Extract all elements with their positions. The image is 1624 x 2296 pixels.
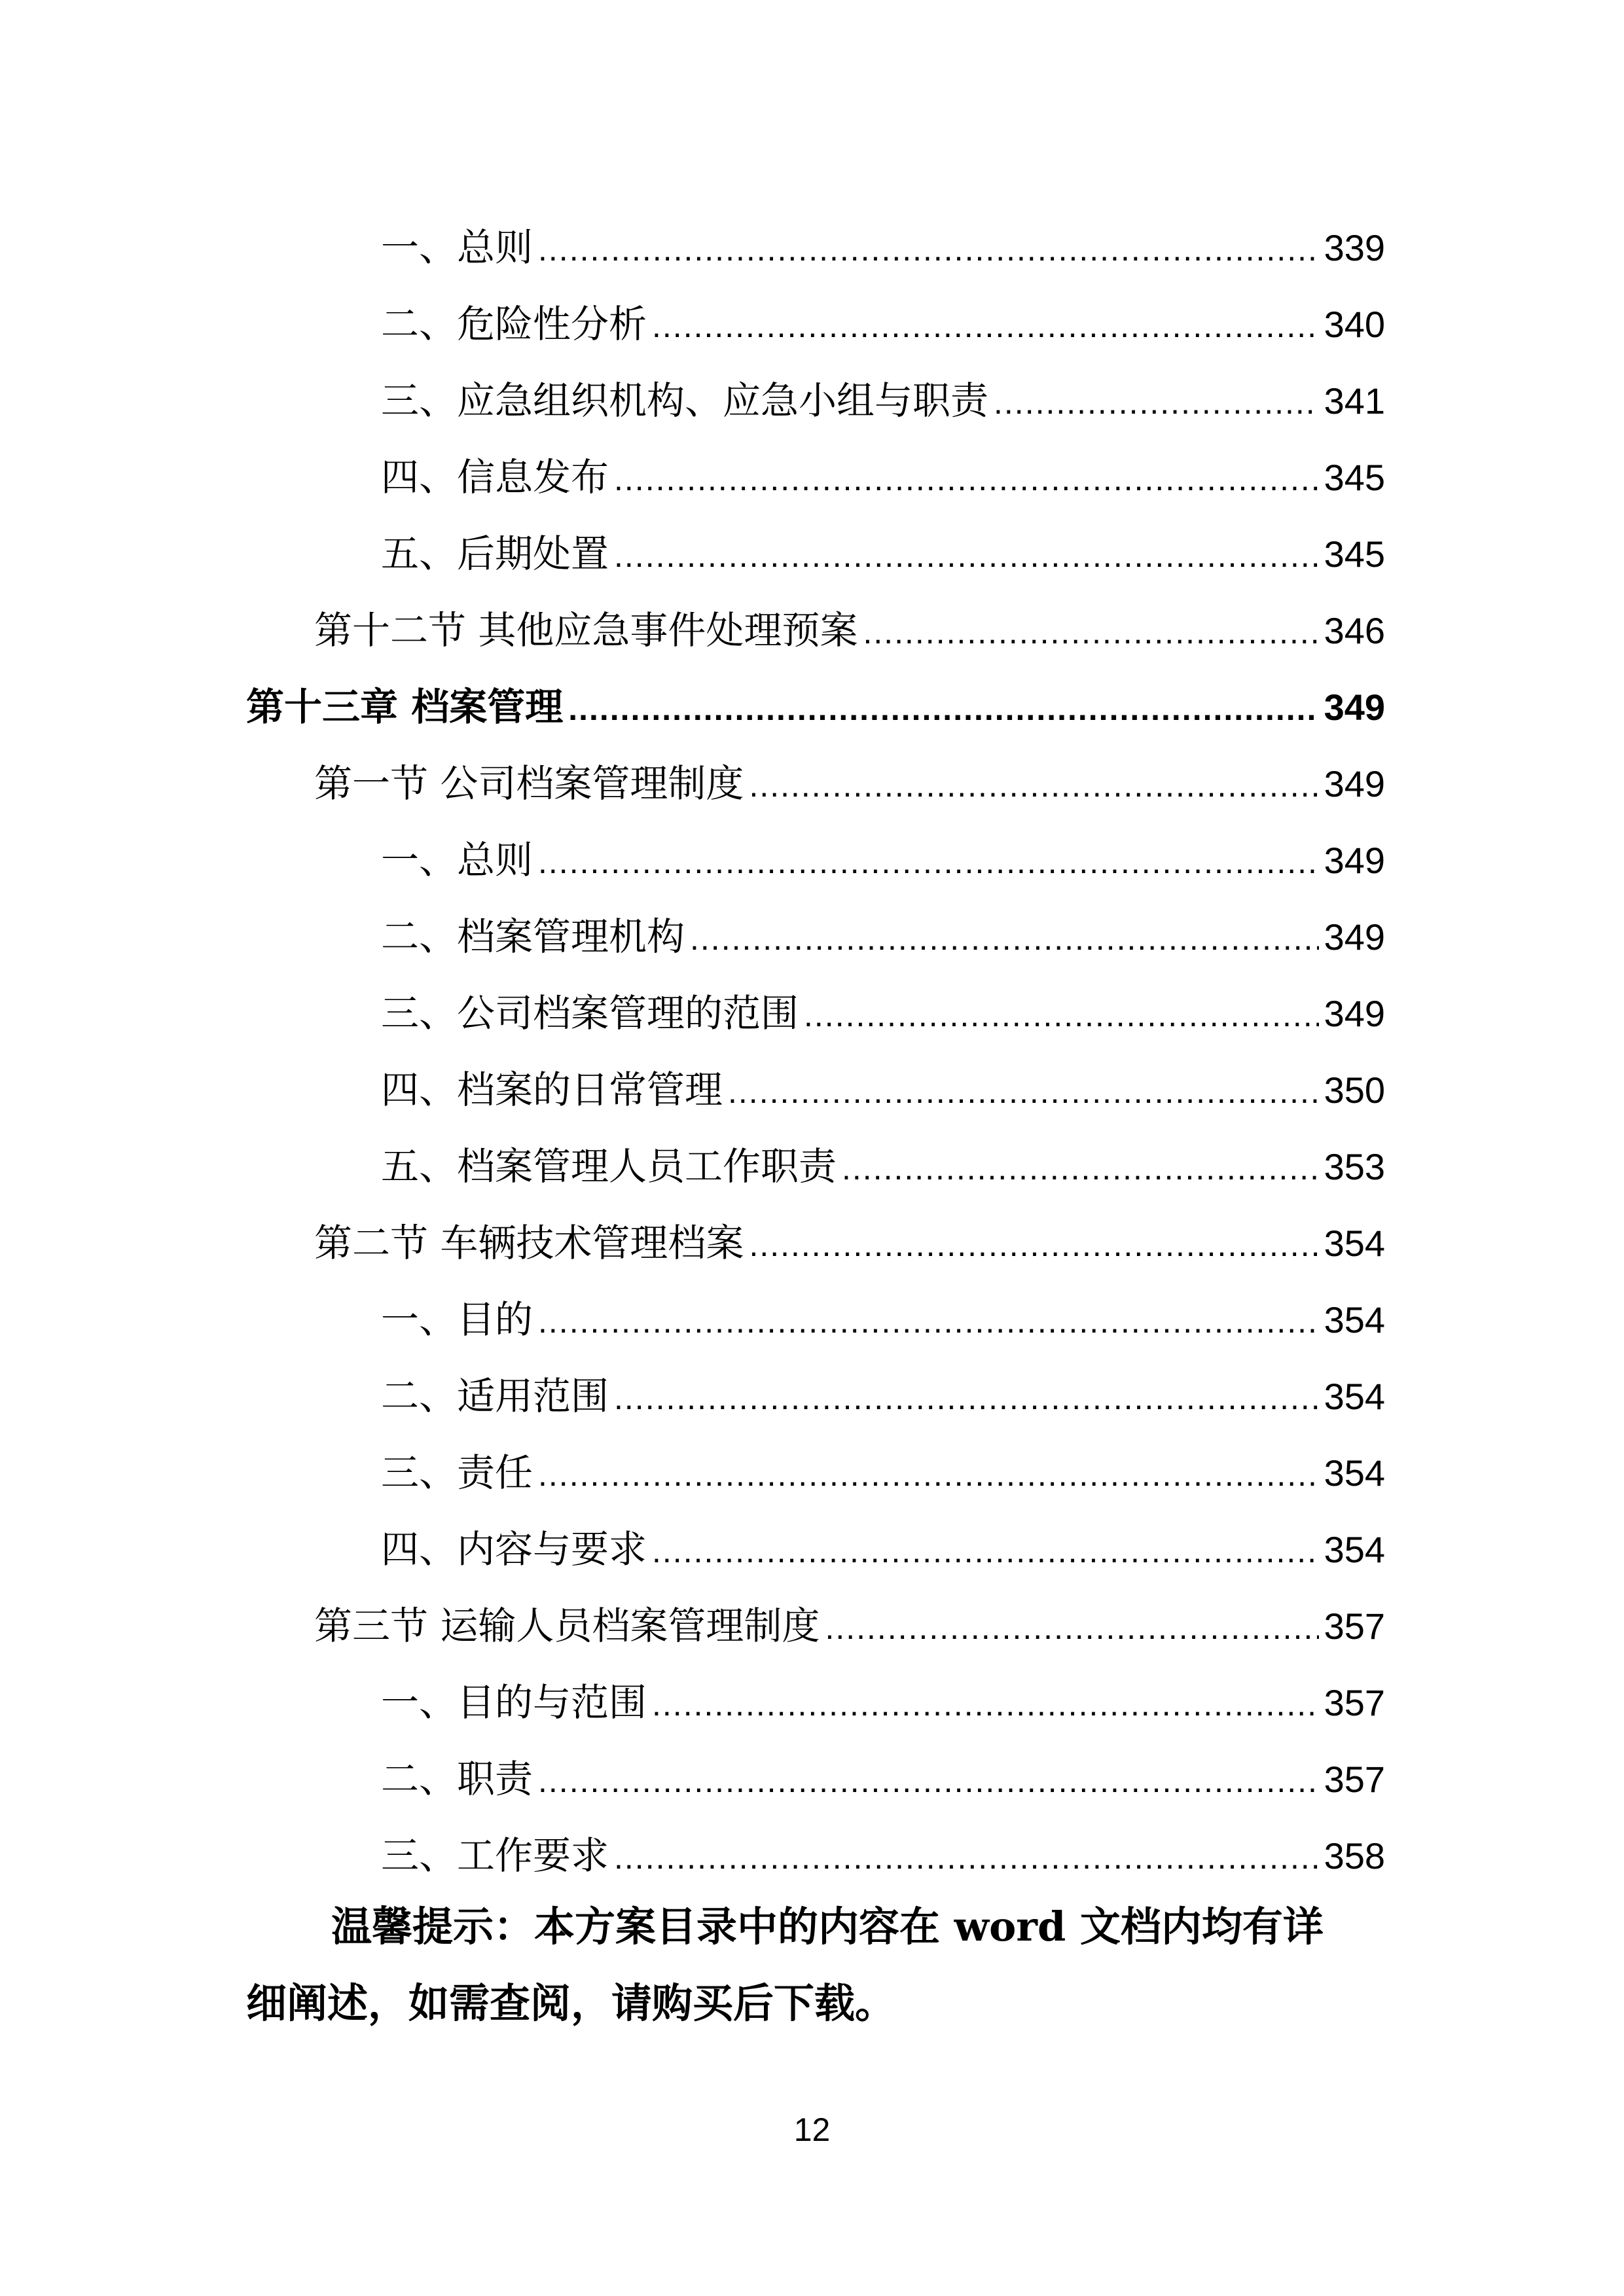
toc-entry[interactable] — [246, 745, 1385, 822]
notice-line-2: 细阐述，如需查阅，请购买后下载。 — [246, 1979, 896, 2027]
notice — [246, 1888, 1385, 2041]
notice-line-1: 温馨提示：本方案目录中的内容在 word 文档内均有详 — [331, 1903, 1324, 1950]
toc-entry[interactable] — [246, 1128, 1385, 1205]
toc-entry[interactable] — [246, 1282, 1385, 1358]
toc-entry-page: 357 — [1324, 1759, 1385, 1800]
toc-entry-label: 五、档案管理人员工作职责 — [381, 1144, 837, 1189]
toc-dot-leader — [538, 211, 1319, 288]
toc-entry[interactable] — [246, 286, 1385, 363]
toc-entry-label: 第二节 车辆技术管理档案 — [314, 1221, 744, 1265]
toc-entry-label: 二、危险性分析 — [381, 302, 647, 346]
toc-entry-label: 四、档案的日常管理 — [381, 1067, 723, 1112]
toc-entry-label: 二、适用范围 — [381, 1374, 609, 1418]
toc-dot-leader — [994, 365, 1319, 441]
toc-dot-leader — [538, 1437, 1319, 1513]
toc-dot-leader — [825, 1590, 1318, 1666]
toc-entry-label: 一、目的 — [381, 1297, 533, 1342]
toc-dot-leader — [804, 977, 1319, 1054]
toc-entry-label: 四、内容与要求 — [381, 1527, 647, 1571]
toc-entry-page: 349 — [1324, 687, 1385, 728]
toc-entry-label: 四、信息发布 — [381, 455, 609, 499]
toc-dot-leader — [538, 824, 1319, 901]
toc-entry[interactable] — [246, 669, 1385, 745]
toc-entry-page: 354 — [1324, 1452, 1385, 1494]
toc-entry-label: 第十二节 其他应急事件处理预案 — [314, 608, 858, 653]
toc-dot-leader — [568, 671, 1318, 747]
toc-dot-leader — [842, 1130, 1319, 1207]
toc-entry-label: 第一节 公司档案管理制度 — [314, 761, 744, 806]
toc-entry[interactable] — [246, 1052, 1385, 1128]
toc-entry-page: 354 — [1324, 1529, 1385, 1570]
toc-entry-page: 357 — [1324, 1682, 1385, 1723]
toc-entry-page: 349 — [1324, 916, 1385, 958]
toc-entry[interactable] — [246, 1511, 1385, 1588]
toc-entry-label: 三、应急组织机构、应急小组与职责 — [381, 378, 989, 423]
toc-dot-leader — [652, 1666, 1319, 1743]
toc-dot-leader — [614, 1820, 1319, 1896]
toc-entry-page: 345 — [1324, 457, 1385, 498]
toc-dot-leader — [749, 747, 1318, 824]
toc-entry[interactable] — [246, 822, 1385, 899]
toc-entry[interactable] — [246, 1818, 1385, 1894]
toc-entry-page: 339 — [1324, 227, 1385, 268]
toc-dot-leader — [614, 441, 1319, 518]
page-number: 12 — [793, 2111, 831, 2148]
toc-dot-leader — [538, 1743, 1319, 1820]
toc-entry-label: 一、总则 — [381, 838, 533, 882]
table-of-contents — [246, 209, 1385, 1894]
toc-entry-label: 三、工作要求 — [381, 1833, 609, 1878]
toc-entry-page: 358 — [1324, 1835, 1385, 1876]
toc-entry-page: 346 — [1324, 610, 1385, 651]
toc-entry-page: 349 — [1324, 840, 1385, 881]
toc-entry-page: 354 — [1324, 1223, 1385, 1264]
toc-entry[interactable] — [246, 1664, 1385, 1741]
toc-entry-label: 第三节 运输人员档案管理制度 — [314, 1604, 820, 1648]
toc-dot-leader — [728, 1054, 1319, 1130]
toc-entry[interactable] — [246, 1741, 1385, 1818]
toc-entry-page: 349 — [1324, 993, 1385, 1034]
toc-dot-leader — [652, 1513, 1319, 1590]
toc-entry[interactable] — [246, 592, 1385, 669]
toc-entry[interactable] — [246, 209, 1385, 286]
toc-dot-leader — [538, 1283, 1319, 1360]
toc-entry[interactable] — [246, 1588, 1385, 1664]
toc-entry[interactable] — [246, 1205, 1385, 1282]
toc-entry-page: 357 — [1324, 1605, 1385, 1647]
toc-entry-label: 二、档案管理机构 — [381, 914, 685, 959]
toc-entry-page: 354 — [1324, 1376, 1385, 1417]
toc-entry[interactable] — [246, 363, 1385, 439]
toc-entry[interactable] — [246, 899, 1385, 975]
toc-dot-leader — [614, 518, 1319, 594]
toc-entry-label: 二、职责 — [381, 1757, 533, 1801]
toc-dot-leader — [614, 1360, 1319, 1437]
toc-entry-page: 345 — [1324, 533, 1385, 575]
toc-entry-page: 349 — [1324, 763, 1385, 804]
toc-entry[interactable] — [246, 439, 1385, 516]
toc-dot-leader — [652, 288, 1319, 365]
toc-entry-page: 340 — [1324, 304, 1385, 345]
toc-entry-label: 第十三章 档案管理 — [246, 685, 564, 729]
toc-entry-label: 一、总则 — [381, 225, 533, 270]
toc-entry[interactable] — [246, 1435, 1385, 1511]
toc-entry-label: 一、目的与范围 — [381, 1680, 647, 1725]
toc-entry[interactable] — [246, 516, 1385, 592]
toc-dot-leader — [863, 594, 1318, 671]
toc-entry-page: 341 — [1324, 380, 1385, 422]
toc-entry-label: 五、后期处置 — [381, 531, 609, 576]
toc-entry-page: 350 — [1324, 1069, 1385, 1111]
toc-entry[interactable] — [246, 1358, 1385, 1435]
toc-dot-leader — [690, 901, 1319, 977]
toc-entry-label: 三、公司档案管理的范围 — [381, 991, 799, 1035]
toc-entry[interactable] — [246, 975, 1385, 1052]
toc-entry-page: 353 — [1324, 1146, 1385, 1187]
toc-entry-page: 354 — [1324, 1299, 1385, 1340]
toc-dot-leader — [749, 1207, 1318, 1283]
toc-entry-label: 三、责任 — [381, 1450, 533, 1495]
